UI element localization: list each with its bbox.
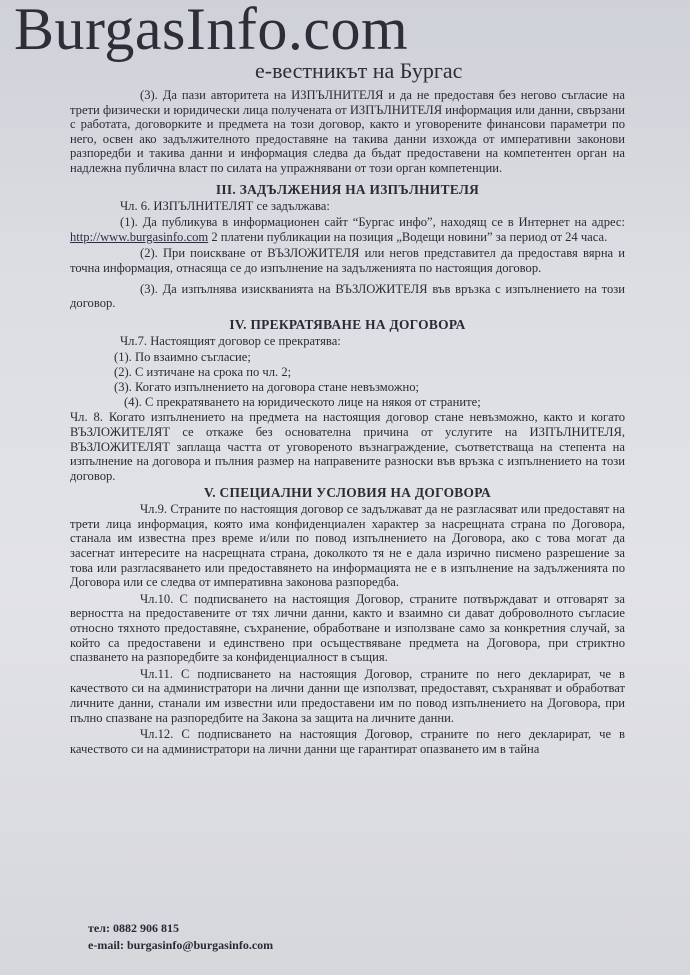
section3-heading: III. ЗАДЪЛЖЕНИЯ НА ИЗПЪЛНИТЕЛЯ	[215, 181, 480, 197]
list-item: (4). С прекратяването на юридическото лице на някоя от страните;	[124, 395, 481, 410]
contact-footer	[88, 920, 273, 954]
footer-phone: тел: 0882 906 815	[88, 921, 179, 935]
section2-clause3: (3). Да пази авторитета на ИЗПЪЛНИТЕЛЯ и да не предоставя без негово съгласие на трети физически и юридически лица полученатa от ИЗПЪЛНИТЕЛЯ информация или данни, свързани с работата, договорките и предмета на този договор, както и уговорените финансови параметри по него, освен ако задължителното предоставяне на такива данни изхожда от императивни законови разпоредби и такива данни и информация следва да бъдат предоставени на компетентен орган на надлежна публична власт по силата на упражнявани от този орган компетенции.	[70, 88, 625, 175]
article6-item3: (3). Да изпълнява изискванията на ВЪЗЛОЖИТЕЛЯ във връзка с изпълнението на този договор.	[70, 281, 625, 311]
article11: Чл.11. С подписването на настоящия Договор, страните по него декларират, че в качеството си на администратори на лични данни ще използват, предоставят, съхраняват и обработват личните данни, станали им известни или предоставени им по повод изпълнението на Договора, при пълно спазване на разпоредбите на Закона за защита на личните данни.	[70, 666, 625, 725]
article6-item1	[70, 215, 625, 244]
article12: Чл.12. С подписването на настоящия Договор, страните по него декларират, че в качеството си на администратори на лични данни ще гарантират опазването им в тайна	[70, 727, 625, 756]
article6-item2: (2). При поискване от ВЪЗЛОЖИТЕЛЯ или негов представител да предоставя вярна и точна информация, отнасяща се до изпълнение на задълженията по настоящия договор.	[70, 246, 625, 275]
article9: Чл.9. Страните по настоящия договор се задължават да не разгласяват или предоставят на трети лица информация, която има конфиденциален характер за насрещната страна по Договора, станала им известна през време и/или по повод изпълнението на Договора, ако с това могат да засегнат интересите на насрещната страна, доколкото тя не е дала изрично писмено разрешение за това или разгласяването или предоставянето на информацията не е в изпълнение на задълженията по Договора или се следва от императивна законова разпоредба.	[70, 502, 625, 590]
list-item: (3). Когато изпълнението на договора стане невъзможно;	[114, 380, 419, 395]
site-logo: BurgasInfo.com	[14, 0, 409, 62]
footer-email[interactable]: e-mail: burgasinfo@burgasinfo.com	[88, 938, 274, 952]
site-link[interactable]: http://www.burgasinfo.com	[70, 229, 209, 244]
termination-list	[114, 350, 625, 410]
article8: Чл. 8. Когато изпълнението на предмета на настоящия договор стане невъзможно, както и когато ВЪЗЛОЖИТЕЛЯТ се откаже без основателна причина от услугите на ИЗПЪЛНИТЕЛЯ, ВЪЗЛОЖИТЕЛЯТ заплаща частта от уговореното възнаграждение, съответстваща на степента на изпълнение на договора и пълния размер на направените разноски във връзка с изпълнението на този договор.	[70, 410, 625, 483]
list-item: (1). По взаимно съгласие;	[114, 350, 251, 365]
section4-heading: IV. ПРЕКРАТЯВАНЕ НА ДОГОВОРА	[229, 316, 466, 332]
article6-item1-tail: 2 платени публикации на позиция „Водещи новини” за период от 24 часа.	[211, 229, 608, 244]
section5-heading: V. СПЕЦИАЛНИ УСЛОВИЯ НА ДОГОВОРА	[204, 485, 491, 501]
article10: Чл.10. С подписването на настоящия Договор, страните потвърждават и отговарят за верността на предоставените от тях лични данни, както и взаимно си дават доброволното съгласие относно тяхното предоставяне, съхранение, обработване и използване само за конкретния случай, за който са предоставени и единствено при осъществяване предмета на Договора, при стриктно спазването на разпоредбите за конфиденциалност в същия.	[70, 591, 625, 665]
contract-body	[70, 88, 625, 758]
article7-intro: Чл.7. Настоящият договор се прекратява:	[120, 333, 341, 348]
article6-intro: Чл. 6. ИЗПЪЛНИТЕЛЯТ се задължава:	[120, 198, 330, 213]
list-item: (2). С изтичане на срока по чл. 2;	[114, 365, 292, 380]
site-tagline: е-вестникът на Бургас	[255, 58, 463, 83]
article6-item1-text: (1). Да публикува в информационен сайт “Бургас инфо”, находящ се в Интернет на адрес:	[120, 215, 625, 230]
